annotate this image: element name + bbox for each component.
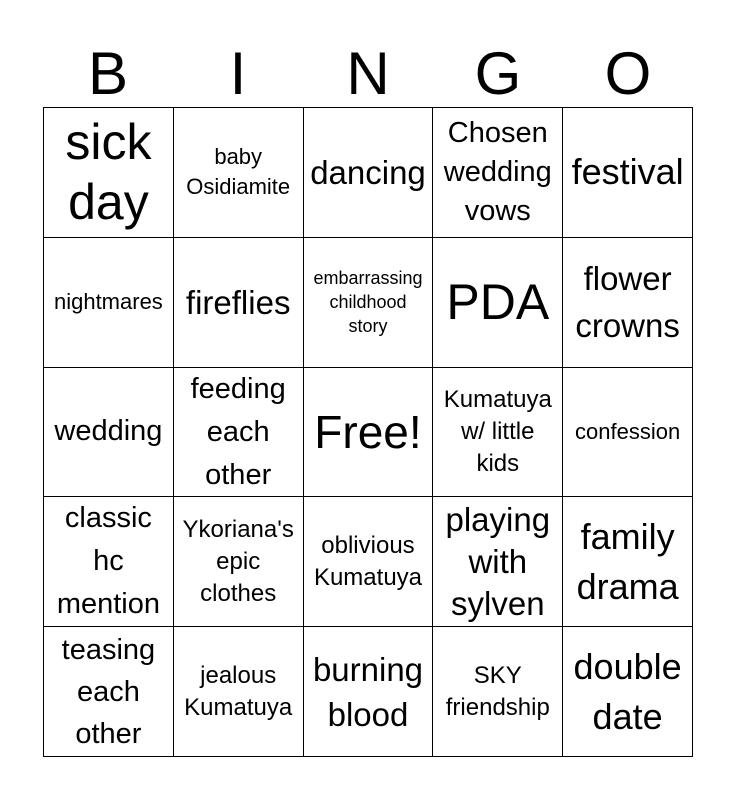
bingo-cell[interactable] [44, 627, 174, 757]
bingo-cell[interactable] [433, 627, 563, 757]
bingo-cell[interactable] [433, 497, 563, 627]
header-letter-i: I [229, 40, 247, 107]
cell-label: wedding [54, 415, 163, 448]
cell-label: confession [575, 418, 681, 444]
bingo-cell[interactable] [174, 627, 304, 757]
cell-label: PDA [446, 274, 550, 331]
cell-label: playing with sylven [445, 500, 551, 622]
bingo-cell[interactable] [563, 368, 693, 498]
bingo-cell[interactable] [44, 368, 174, 498]
bingo-cell[interactable] [563, 627, 693, 757]
bingo-cell[interactable] [563, 497, 693, 627]
cell-label: Free! [314, 405, 422, 458]
cell-label: Kumatuya w/ little kids [443, 385, 552, 477]
bingo-cell[interactable] [174, 368, 304, 498]
cell-label: Ykoriana's epic clothes [182, 515, 294, 607]
cell-label: fireflies [185, 283, 291, 321]
bingo-cell[interactable] [304, 238, 434, 368]
cell-label: SKY friendship [445, 661, 550, 721]
bingo-cell[interactable] [44, 497, 174, 627]
cell-label: feeding each other [190, 372, 286, 491]
cell-label: burning blood [312, 650, 424, 733]
bingo-cell[interactable] [563, 238, 693, 368]
cell-label: teasing each other [61, 633, 156, 750]
cell-label: flower crowns [575, 260, 680, 345]
bingo-cell[interactable] [304, 627, 434, 757]
cell-label: classic hc mention [56, 502, 160, 621]
bingo-cell[interactable] [174, 108, 304, 238]
cell-label: family drama [576, 515, 679, 607]
bingo-cell[interactable] [174, 497, 304, 627]
bingo-cell[interactable] [44, 108, 174, 238]
bingo-cell[interactable] [174, 238, 304, 368]
bingo-cell[interactable] [304, 497, 434, 627]
bingo-cell[interactable] [44, 238, 174, 368]
free-space-cell[interactable] [304, 368, 434, 498]
bingo-board [43, 107, 693, 757]
cell-label: embarrassing childhood story [313, 268, 423, 337]
bingo-cell[interactable] [433, 108, 563, 238]
cell-label: jealous Kumatuya [184, 661, 293, 721]
cell-label: dancing [310, 153, 426, 191]
header-letter-g: G [474, 40, 522, 107]
header-letter-b: B [87, 40, 129, 107]
cell-label: sick day [65, 114, 152, 231]
bingo-cell[interactable] [304, 108, 434, 238]
cell-label: Chosen wedding vows [443, 116, 552, 227]
cell-label: double date [573, 645, 682, 737]
cell-label: oblivious Kumatuya [313, 531, 423, 591]
bingo-cell[interactable] [433, 368, 563, 498]
cell-label: nightmares [53, 289, 163, 315]
header-letter-n: N [346, 40, 390, 107]
bingo-header [43, 40, 693, 108]
bingo-cell[interactable] [433, 238, 563, 368]
header-letter-o: O [604, 40, 652, 107]
cell-label: festival [571, 151, 684, 193]
cell-label: baby Osidiamite [186, 144, 291, 200]
bingo-cell[interactable] [563, 108, 693, 238]
